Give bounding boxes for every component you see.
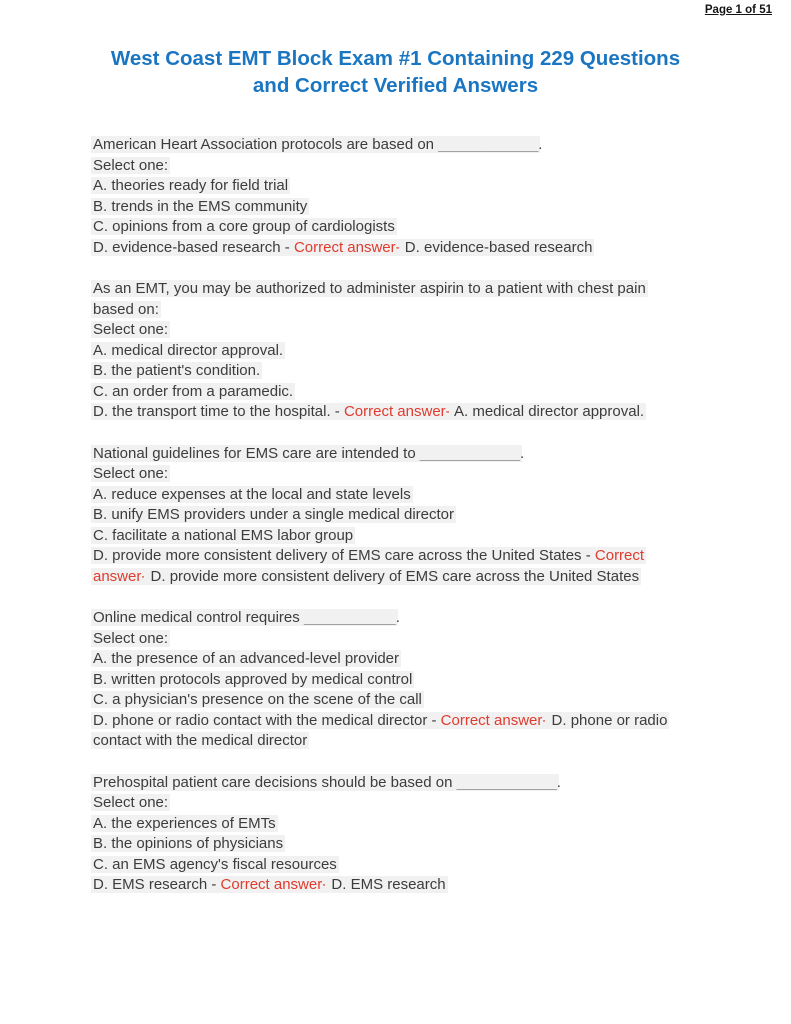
text-segment: Select one: <box>93 465 169 482</box>
text-segment: D. phone or radio <box>547 711 668 729</box>
text-segment: A. the presence of an advanced-level provider <box>93 650 400 667</box>
text-line <box>93 279 723 300</box>
correct-answer-label: Correct answer- <box>293 238 401 256</box>
correct-answer-label: answer- <box>93 567 147 585</box>
question-block <box>93 279 723 423</box>
text-segment: American Heart Association protocols are based on <box>93 136 439 153</box>
text-segment: . <box>519 444 525 462</box>
text-line <box>93 793 723 814</box>
document-title-line1: West Coast EMT Block Exam #1 Containing 229 Questions <box>110 47 681 70</box>
text-segment: Select one: <box>93 794 169 811</box>
text-segment: D. EMS research <box>327 876 446 893</box>
text-segment: D. evidence-based research - <box>93 238 294 256</box>
text-line <box>93 670 723 691</box>
answer-blank: ____________ <box>438 136 539 153</box>
text-line <box>93 135 723 156</box>
question-block <box>93 773 723 896</box>
text-line <box>93 731 723 752</box>
text-line <box>93 402 723 423</box>
text-line <box>93 875 723 896</box>
text-line <box>93 485 723 506</box>
text-segment: A. reduce expenses at the local and state levels <box>93 485 411 503</box>
text-segment: D. EMS research - <box>93 876 221 893</box>
text-segment: based on: <box>93 300 159 318</box>
answer-blank: ___________ <box>303 609 396 626</box>
answer-blank: ____________ <box>419 444 520 462</box>
text-line <box>93 649 723 670</box>
text-segment: C. an EMS agency's fiscal resources <box>93 855 337 873</box>
text-segment: B. the opinions of physicians <box>93 835 284 852</box>
text-line <box>93 176 723 197</box>
text-segment: C. opinions from a core group of cardiologists <box>93 218 395 235</box>
text-segment: Select one: <box>93 629 169 647</box>
text-line <box>93 156 723 177</box>
text-line <box>93 773 723 794</box>
text-line <box>93 444 723 465</box>
text-segment: Select one: <box>93 156 169 174</box>
text-line <box>93 217 723 238</box>
text-line <box>93 464 723 485</box>
text-segment: As an EMT, you may be authorized to administer aspirin to a patient with chest pain <box>93 280 646 297</box>
text-segment: C. a physician's presence on the scene of the call <box>93 691 422 708</box>
correct-answer-label: Correct answer- <box>440 711 548 729</box>
text-segment: B. the patient's condition. <box>93 362 261 379</box>
text-line <box>93 608 723 629</box>
question-block <box>93 135 723 258</box>
text-line <box>93 834 723 855</box>
text-segment: . <box>538 136 543 153</box>
text-segment: National guidelines for EMS care are intended to <box>93 444 420 462</box>
correct-answer-label: Correct answer- <box>343 403 451 420</box>
text-line <box>93 341 723 362</box>
page-number-label: Page 1 of 51 <box>704 4 772 16</box>
text-line <box>93 238 723 259</box>
text-line <box>93 197 723 218</box>
text-segment: D. phone or radio contact with the medical director - <box>93 711 441 729</box>
text-line <box>93 690 723 711</box>
text-line <box>93 505 723 526</box>
text-line <box>93 300 723 321</box>
text-line <box>93 546 723 567</box>
text-segment: B. unify EMS providers under a single medical director <box>93 506 454 523</box>
text-line <box>93 814 723 835</box>
text-segment: B. written protocols approved by medical control <box>93 670 413 688</box>
text-line <box>93 567 723 588</box>
text-segment: . <box>395 609 400 626</box>
text-line <box>93 629 723 650</box>
text-segment: Prehospital patient care decisions should be based on <box>93 773 457 791</box>
text-segment: Select one: <box>93 321 169 338</box>
text-line <box>93 361 723 382</box>
text-segment: A. the experiences of EMTs <box>93 814 276 832</box>
answer-blank: ____________ <box>456 773 557 791</box>
text-segment: A. theories ready for field trial <box>93 177 289 194</box>
text-segment: B. trends in the EMS community <box>93 197 308 215</box>
text-segment: C. an order from a paramedic. <box>93 382 294 400</box>
correct-answer-label: Correct <box>594 547 645 564</box>
text-segment: D. the transport time to the hospital. - <box>93 403 344 420</box>
text-line <box>93 526 723 547</box>
text-line <box>93 382 723 403</box>
text-segment: C. facilitate a national EMS labor group <box>93 526 354 544</box>
document-title <box>0 45 791 99</box>
text-segment: D. provide more consistent delivery of EMS care across the United States - <box>93 547 595 564</box>
text-segment: contact with the medical director <box>93 732 308 749</box>
text-line <box>93 320 723 341</box>
correct-answer-label: Correct answer- <box>220 876 328 893</box>
document-title-line2: and Correct Verified Answers <box>252 74 539 97</box>
text-segment: Online medical control requires <box>93 609 304 626</box>
questions-container <box>93 135 723 917</box>
text-segment: D. provide more consistent delivery of EMS care across the United States <box>146 567 640 585</box>
text-line <box>93 855 723 876</box>
text-segment: A. medical director approval. <box>450 403 645 420</box>
text-segment: D. evidence-based research <box>400 238 593 256</box>
question-block <box>93 608 723 752</box>
text-segment: A. medical director approval. <box>93 341 284 359</box>
question-block <box>93 444 723 588</box>
text-line <box>93 711 723 732</box>
text-segment: . <box>556 773 561 791</box>
